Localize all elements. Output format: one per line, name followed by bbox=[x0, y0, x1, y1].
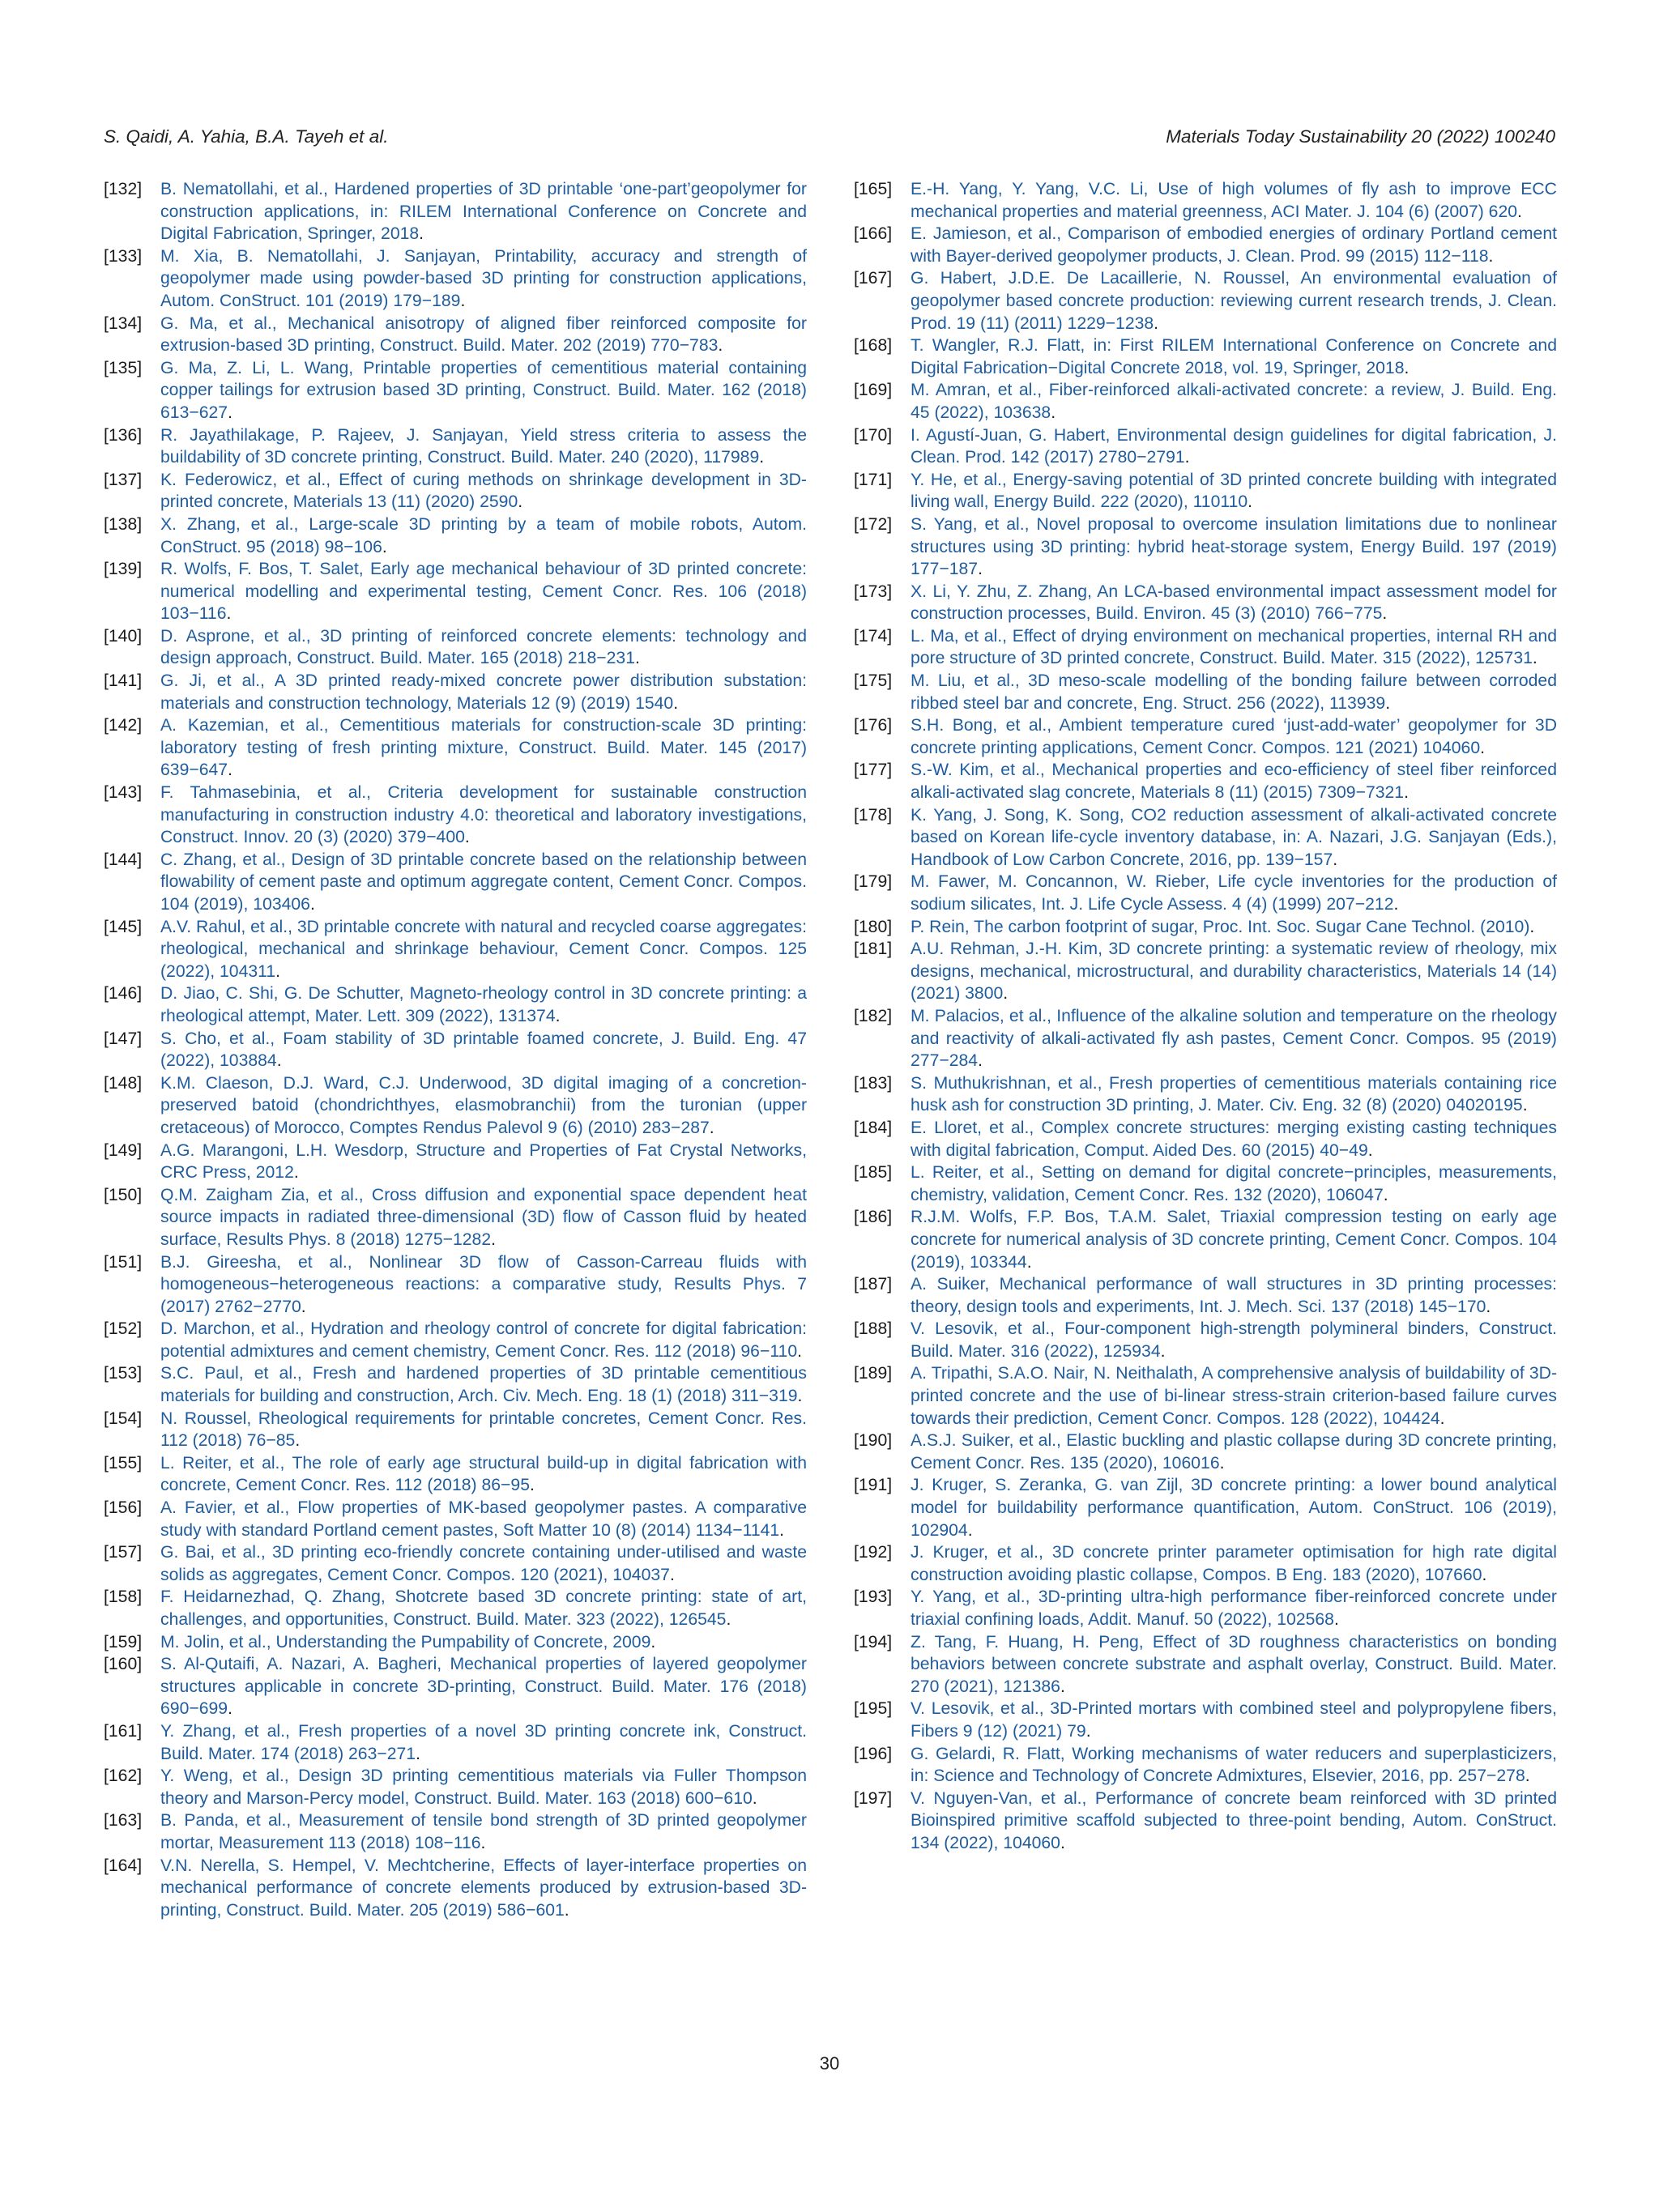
reference-item bbox=[104, 714, 807, 782]
reference-item bbox=[854, 804, 1557, 872]
reference-item bbox=[854, 1318, 1557, 1362]
reference-item bbox=[104, 1631, 807, 1654]
reference-item bbox=[104, 178, 807, 245]
reference-period: . bbox=[1367, 1140, 1373, 1160]
reference-period: . bbox=[530, 1476, 535, 1495]
reference-item bbox=[104, 1855, 807, 1922]
reference-period: . bbox=[1026, 1252, 1032, 1272]
reference-item bbox=[104, 1586, 807, 1630]
reference-link[interactable]: A.G. Marangoni, L.H. Wesdorp, Structure and Properties of Fat Crystal Networks, CRC Press, 2012 bbox=[160, 1140, 807, 1183]
reference-link[interactable]: E.-H. Yang, Y. Yang, V.C. Li, Use of high volumes of fly ash to improve ECC mechanical properties and material greenness, ACI Mater. J. 104 (6) (2007) 620 bbox=[911, 180, 1557, 221]
reference-link[interactable]: R. Wolfs, F. Bos, T. Salet, Early age mechanical behaviour of 3D printed concrete: numerical modelling and experimental testing, Cement Concr. Res. 106 (2018) 103−116 bbox=[160, 560, 807, 624]
reference-link[interactable]: K. Federowicz, et al., Effect of curing methods on shrinkage development in 3D-printed concrete, Materials 13 (11) (2020) 2590 bbox=[160, 470, 807, 512]
reference-period: . bbox=[1486, 1297, 1491, 1316]
reference-number: [177] bbox=[854, 761, 893, 780]
reference-item bbox=[104, 625, 807, 670]
reference-item bbox=[854, 1631, 1557, 1698]
reference-item bbox=[854, 335, 1557, 379]
reference-link[interactable]: A. Kazemian, et al., Cementitious materials for construction-scale 3D printing: laboratory testing of fresh printing mixture, Construct. Build. Mater. 145 (2017) 639−647 bbox=[160, 716, 807, 780]
reference-number: [171] bbox=[854, 470, 893, 489]
reference-item bbox=[104, 357, 807, 424]
reference-item bbox=[854, 1273, 1557, 1318]
reference-period: . bbox=[1439, 1409, 1445, 1428]
reference-link[interactable]: V. Lesovik, et al., 3D-Printed mortars with combined steel and polypropylene fibers, Fibers 9 (12) (2021) 79 bbox=[911, 1699, 1557, 1741]
reference-period: . bbox=[1393, 895, 1399, 914]
reference-number: [191] bbox=[854, 1476, 893, 1495]
reference-number: [146] bbox=[104, 984, 143, 1004]
reference-item bbox=[854, 714, 1557, 759]
reference-number: [170] bbox=[854, 425, 893, 445]
running-header bbox=[104, 126, 1555, 159]
reference-number: [173] bbox=[854, 582, 893, 601]
reference-number: [183] bbox=[854, 1073, 893, 1093]
reference-number: [182] bbox=[854, 1006, 893, 1025]
reference-link[interactable]: I. Agustí-Juan, G. Habert, Environmental design guidelines for digital fabrication, J. Clean. Prod. 142 (2017) 2780−2791 bbox=[911, 425, 1557, 467]
reference-period: . bbox=[1333, 850, 1338, 869]
reference-link[interactable]: R.J.M. Wolfs, F.P. Bos, T.A.M. Salet, Triaxial compression testing on early age concrete for numerical analysis of 3D concrete printing, Cement Concr. Compos. 104 (2019), 103344 bbox=[911, 1208, 1557, 1272]
reference-link[interactable]: S. Yang, et al., Novel proposal to overcome insulation limitations due to nonlinear structures using 3D printing: hybrid heat-storage system, Energy Build. 197 (2019) 177−187 bbox=[911, 514, 1557, 579]
reference-item bbox=[854, 223, 1557, 267]
reference-period: . bbox=[650, 1632, 656, 1652]
reference-item bbox=[104, 1497, 807, 1541]
reference-link[interactable]: Y. He, et al., Energy-saving potential of 3D printed concrete building with integrated living wall, Energy Build. 222 (2020), 110110 bbox=[911, 470, 1557, 512]
reference-period: . bbox=[1219, 1453, 1225, 1473]
reference-number: [155] bbox=[104, 1453, 143, 1473]
reference-period: . bbox=[419, 224, 424, 244]
reference-link[interactable]: B.J. Gireesha, et al., Nonlinear 3D flow of Casson-Carreau fluids with homogeneous−heterogeneous reactions: a comparative study, Results Phys. 7 (2017) 2762−2770 bbox=[160, 1252, 807, 1316]
reference-item bbox=[104, 424, 807, 469]
reference-number: [137] bbox=[104, 470, 143, 489]
reference-item bbox=[854, 1474, 1557, 1541]
reference-period: . bbox=[978, 560, 983, 579]
reference-period: . bbox=[382, 537, 387, 556]
reference-link[interactable]: L. Ma, et al., Effect of drying environment on mechanical properties, internal RH and pore structure of 3D printed concrete, Construct. Build. Mater. 315 (2022), 125731 bbox=[911, 626, 1557, 668]
reference-item bbox=[854, 625, 1557, 670]
reference-item bbox=[104, 849, 807, 916]
reference-number: [161] bbox=[104, 1721, 143, 1741]
reference-period: . bbox=[1488, 246, 1494, 266]
reference-period: . bbox=[480, 1833, 486, 1852]
reference-number: [188] bbox=[854, 1319, 893, 1339]
reference-item bbox=[854, 581, 1557, 625]
reference-link[interactable]: E. Jamieson, et al., Comparison of embodied energies of ordinary Portland cement with Bayer-derived geopolymer products, J. Clean. Prod. 99 (2015) 112−118 bbox=[911, 224, 1557, 266]
reference-number: [163] bbox=[104, 1811, 143, 1831]
reference-item bbox=[104, 1028, 807, 1072]
reference-item bbox=[104, 1251, 807, 1319]
reference-item bbox=[104, 1408, 807, 1452]
reference-link[interactable]: A.V. Rahul, et al., 3D printable concrete with natural and recycled coarse aggregates: rheological, mechanical and shrinkage behaviour, Cement Concr. Compos. 125 (2022), 104311 bbox=[160, 917, 807, 981]
reference-link[interactable]: A. Tripathi, S.A.O. Nair, N. Neithalath, A comprehensive analysis of buildability of 3D-printed concrete and the use of bi-linear stress-strain criterion-based failure curves towards their prediction, Cement Concr. Compos. 128 (2022), 104424 bbox=[911, 1364, 1557, 1428]
reference-number: [189] bbox=[854, 1364, 893, 1383]
reference-number: [186] bbox=[854, 1208, 893, 1227]
reference-item bbox=[854, 178, 1557, 223]
reference-period: . bbox=[1333, 1610, 1339, 1629]
reference-link[interactable]: B. Panda, et al., Measurement of tensile bond strength of 3D printed geopolymer mortar, Measurement 113 (2018) 108−116 bbox=[160, 1811, 807, 1852]
reference-link[interactable]: V. Nguyen-Van, et al., Performance of concrete beam reinforced with 3D printed Bioinspired primitive scaffold subjected to three-point bending, Autom. ConStruct. 134 (2022), 104060 bbox=[911, 1788, 1557, 1852]
reference-number: [181] bbox=[854, 940, 893, 959]
reference-period: . bbox=[1382, 604, 1388, 624]
reference-number: [147] bbox=[104, 1029, 143, 1048]
reference-number: [140] bbox=[104, 626, 143, 646]
reference-link[interactable]: F. Heidarnezhad, Q. Zhang, Shotcrete based 3D concrete printing: state of art, challenges, and opportunities, Construct. Build. Mater. 323 (2022), 126545 bbox=[160, 1588, 807, 1629]
reference-link[interactable]: S. Al-Qutaifi, A. Nazari, A. Bagheri, Mechanical properties of layered geopolymer structures applicable in concrete 3D-printing, Construct. Build. Mater. 176 (2018) 690−699 bbox=[160, 1655, 807, 1719]
reference-link[interactable]: M. Xia, B. Nematollahi, J. Sanjayan, Printability, accuracy and strength of geopolymer made using powder-based 3D printing for construction applications, Autom. ConStruct. 101 (2019) 179−189 bbox=[160, 246, 807, 310]
reference-period: . bbox=[518, 492, 523, 512]
reference-number: [139] bbox=[104, 560, 143, 579]
reference-link[interactable]: D. Asprone, et al., 3D printing of reinforced concrete elements: technology and design approach, Construct. Build. Mater. 165 (2018) 218−231 bbox=[160, 626, 807, 668]
reference-number: [168] bbox=[854, 336, 893, 356]
reference-link[interactable]: Y. Yang, et al., 3D-printing ultra-high performance fiber-reinforced concrete under triaxial confining loads, Addit. Manuf. 50 (2022), 102568 bbox=[911, 1588, 1557, 1629]
reference-link[interactable]: X. Zhang, et al., Large-scale 3D printing by a team of mobile robots, Autom. ConStruct. 95 (2018) 98−106 bbox=[160, 514, 807, 556]
reference-period: . bbox=[1184, 448, 1190, 467]
reference-period: . bbox=[752, 1788, 757, 1808]
reference-item bbox=[104, 916, 807, 983]
reference-link[interactable]: P. Rein, The carbon footprint of sugar, Proc. Int. Soc. Sugar Cane Technol. (2010) bbox=[911, 917, 1530, 936]
reference-link[interactable]: G. Gelardi, R. Flatt, Working mechanisms of water reducers and superplasticizers, in: Science and Technology of Concrete Admixtures, Elsevier, 2016, pp. 257−278 bbox=[911, 1744, 1557, 1786]
reference-number: [174] bbox=[854, 626, 893, 646]
reference-period: . bbox=[718, 336, 723, 356]
reference-number: [184] bbox=[854, 1118, 893, 1137]
reference-period: . bbox=[1383, 1185, 1388, 1204]
reference-link[interactable]: S. Muthukrishnan, et al., Fresh properties of cementitious materials containing rice husk ash for construction 3D printing, J. Mater. Civ. Eng. 32 (8) (2020) 04020195 bbox=[911, 1073, 1557, 1115]
reference-number: [196] bbox=[854, 1744, 893, 1763]
reference-period: . bbox=[1154, 313, 1159, 333]
reference-item bbox=[854, 1005, 1557, 1072]
reference-item bbox=[854, 469, 1557, 514]
reference-period: . bbox=[416, 1744, 420, 1763]
reference-number: [158] bbox=[104, 1588, 143, 1607]
reference-link[interactable]: M. Jolin, et al., Understanding the Pumpability of Concrete, 2009 bbox=[160, 1632, 651, 1652]
reference-number: [167] bbox=[854, 269, 893, 288]
reference-item bbox=[854, 670, 1557, 714]
reference-number: [141] bbox=[104, 671, 143, 691]
reference-number: [142] bbox=[104, 716, 143, 735]
reference-period: . bbox=[726, 1610, 731, 1629]
reference-number: [144] bbox=[104, 850, 143, 869]
reference-number: [179] bbox=[854, 872, 893, 892]
reference-period: . bbox=[669, 1565, 675, 1584]
reference-link[interactable]: V. Lesovik, et al., Four-component high-strength polymineral binders, Construct. Build. Mater. 316 (2022), 125934 bbox=[911, 1319, 1557, 1361]
reference-period: . bbox=[1085, 1721, 1091, 1741]
reference-item bbox=[854, 267, 1557, 335]
reference-item bbox=[104, 1541, 807, 1586]
reference-link[interactable]: J. Kruger, et al., 3D concrete printer parameter optimisation for high rate digital construction avoiding plastic collapse, Compos. B Eng. 183 (2020), 107660 bbox=[911, 1543, 1557, 1584]
reference-number: [154] bbox=[104, 1409, 143, 1428]
reference-period: . bbox=[1003, 984, 1009, 1004]
reference-link[interactable]: B. Nematollahi, et al., Hardened properties of 3D printable ‘one-part’geopolymer for construction applications, in: RILEM International Conference on Concrete and Digital Fabrication, Springer, 2018 bbox=[160, 180, 807, 244]
reference-period: . bbox=[309, 895, 315, 914]
reference-link[interactable]: G. Bai, et al., 3D printing eco-friendly concrete containing under-utilised and waste solids as aggregates, Cement Concr. Compos. 120 (2021), 104037 bbox=[160, 1543, 807, 1584]
reference-item bbox=[104, 1720, 807, 1765]
reference-item bbox=[854, 1788, 1557, 1855]
reference-list-left-column bbox=[104, 178, 807, 1921]
reference-item bbox=[104, 1765, 807, 1809]
reference-period: . bbox=[1385, 693, 1391, 713]
reference-period: . bbox=[1160, 1341, 1166, 1361]
reference-number: [185] bbox=[854, 1163, 893, 1183]
reference-link[interactable]: S.C. Paul, et al., Fresh and hardened properties of 3D printable cementitious materials for building and construction, Arch. Civ. Mech. Eng. 18 (1) (2018) 311−319 bbox=[160, 1364, 807, 1406]
reference-period: . bbox=[1060, 1677, 1065, 1696]
reference-link[interactable]: A. Favier, et al., Flow properties of MK-based geopolymer pastes. A comparative study with standard Portland cement pastes, Soft Matter 10 (8) (2014) 1134−1141 bbox=[160, 1498, 807, 1540]
reference-number: [156] bbox=[104, 1498, 143, 1518]
reference-link[interactable]: E. Lloret, et al., Complex concrete structures: merging existing casting techniques with digital fabrication, Comput. Aided Des. 60 (2015) 40−49 bbox=[911, 1118, 1557, 1160]
reference-item bbox=[854, 1206, 1557, 1273]
reference-period: . bbox=[634, 649, 640, 668]
reference-period: . bbox=[491, 1230, 496, 1249]
reference-link[interactable]: Q.M. Zaigham Zia, et al., Cross diffusion and exponential space dependent heat source impacts in radiated three-dimensional (3D) flow of Casson fluid by heated surface, Results Phys. 8 (2018) 1275−1282 bbox=[160, 1185, 807, 1249]
reference-number: [150] bbox=[104, 1185, 143, 1204]
reference-item bbox=[854, 1541, 1557, 1586]
reference-number: [151] bbox=[104, 1252, 143, 1272]
reference-link[interactable]: A. Suiker, Mechanical performance of wall structures in 3D printing processes: theory, design tools and experiments, Int. J. Mech. Sci. 137 (2018) 145−170 bbox=[911, 1275, 1557, 1316]
reference-number: [187] bbox=[854, 1275, 893, 1294]
reference-link[interactable]: D. Marchon, et al., Hydration and rheology control of concrete for digital fabrication: potential admixtures and cement chemistry, Cement Concr. Res. 112 (2018) 96−110 bbox=[160, 1319, 807, 1361]
reference-number: [165] bbox=[854, 180, 893, 198]
reference-period: . bbox=[1247, 492, 1253, 512]
reference-number: [162] bbox=[104, 1767, 143, 1786]
reference-link[interactable]: K. Yang, J. Song, K. Song, CO2 reduction assessment of alkali-activated concrete based on Korean life-cycle inventory database, in: A. Nazari, J.G. Sanjayan (Eds.), Handbook of Low Carbon Concrete, 2016, pp. 139−157 bbox=[911, 805, 1557, 869]
reference-number: [197] bbox=[854, 1788, 893, 1808]
reference-item bbox=[854, 1362, 1557, 1430]
reference-item bbox=[854, 938, 1557, 1005]
reference-item bbox=[854, 1072, 1557, 1117]
reference-item bbox=[854, 1161, 1557, 1206]
reference-period: . bbox=[228, 1699, 232, 1719]
reference-number: [157] bbox=[104, 1543, 143, 1562]
reference-link[interactable]: A.U. Rehman, J.-H. Kim, 3D concrete printing: a systematic review of rheology, mix designs, mechanical, microstructural, and durability characteristics, Materials 14 (14) (2021) 3800 bbox=[911, 940, 1557, 1004]
reference-period: . bbox=[709, 1118, 714, 1137]
reference-number: [172] bbox=[854, 514, 893, 534]
reference-link[interactable]: X. Li, Y. Zhu, Z. Zhang, An LCA-based environmental impact assessment model for construction processes, Build. Environ. 45 (3) (2010) 766−775 bbox=[911, 582, 1557, 624]
reference-number: [135] bbox=[104, 358, 143, 377]
reference-link[interactable]: L. Reiter, et al., The role of early age structural build-up in digital fabrication with concrete, Cement Concr. Res. 112 (2018) 86−95 bbox=[160, 1453, 807, 1495]
reference-item bbox=[854, 1586, 1557, 1630]
reference-item bbox=[104, 245, 807, 313]
reference-link[interactable]: G. Ma, Z. Li, L. Wang, Printable properties of cementitious material containing copper tailings for extrusion based 3D printing, Construct. Build. Mater. 162 (2018) 613−627 bbox=[160, 358, 807, 422]
reference-item bbox=[854, 1743, 1557, 1788]
header-authors: S. Qaidi, A. Yahia, B.A. Tayeh et al. bbox=[104, 126, 389, 147]
reference-item bbox=[854, 424, 1557, 469]
reference-link[interactable]: Y. Zhang, et al., Fresh properties of a novel 3D printing concrete ink, Construct. Build. Mater. 174 (2018) 263−271 bbox=[160, 1721, 807, 1763]
reference-item bbox=[104, 313, 807, 357]
reference-item bbox=[104, 1184, 807, 1251]
reference-link[interactable]: G. Ma, et al., Mechanical anisotropy of aligned fiber reinforced composite for extrusion-based 3D printing, Construct. Build. Mater. 202 (2019) 770−783 bbox=[160, 313, 807, 356]
reference-period: . bbox=[1480, 738, 1486, 757]
reference-link[interactable]: G. Ji, et al., A 3D printed ready-mixed concrete power distribution substation: materials and construction technology, Materials 12 (9) (2019) 1540 bbox=[160, 671, 807, 713]
reference-item bbox=[104, 1452, 807, 1497]
reference-link[interactable]: S.H. Bong, et al., Ambient temperature cured ‘just-add-water’ geopolymer for 3D concrete printing applications, Cement Concr. Compos. 121 (2021) 104060 bbox=[911, 716, 1557, 757]
reference-period: . bbox=[464, 828, 470, 847]
reference-link[interactable]: S. Cho, et al., Foam stability of 3D printable foamed concrete, J. Build. Eng. 47 (2022), 103884 bbox=[160, 1029, 807, 1071]
reference-item bbox=[104, 558, 807, 625]
reference-period: . bbox=[460, 291, 466, 310]
reference-number: [138] bbox=[104, 514, 143, 534]
reference-number: [143] bbox=[104, 783, 143, 803]
reference-period: . bbox=[293, 1163, 299, 1183]
reference-number: [136] bbox=[104, 425, 143, 445]
reference-number: [152] bbox=[104, 1319, 143, 1339]
reference-number: [159] bbox=[104, 1632, 143, 1652]
reference-number: [132] bbox=[104, 180, 143, 198]
reference-number: [134] bbox=[104, 313, 143, 333]
reference-number: [178] bbox=[854, 805, 893, 825]
reference-number: [195] bbox=[854, 1699, 893, 1719]
reference-period: . bbox=[228, 761, 232, 780]
reference-item bbox=[854, 1698, 1557, 1742]
page-number: 30 bbox=[819, 2053, 840, 2073]
reference-link[interactable]: M. Fawer, M. Concannon, W. Rieber, Life cycle inventories for the production of sodium silicates, Int. J. Life Cycle Assess. 4 (4) (1999) 207−212 bbox=[911, 872, 1557, 914]
reference-item bbox=[104, 1809, 807, 1854]
reference-period: . bbox=[228, 403, 232, 422]
reference-link[interactable]: A.S.J. Suiker, et al., Elastic buckling and plastic collapse during 3D concrete printing, Cement Concr. Res. 135 (2020), 106016 bbox=[911, 1431, 1557, 1473]
reference-number: [148] bbox=[104, 1073, 143, 1093]
reference-number: [149] bbox=[104, 1140, 143, 1160]
reference-period: . bbox=[295, 1431, 301, 1451]
reference-item bbox=[854, 871, 1557, 915]
reference-period: . bbox=[1522, 1096, 1528, 1115]
reference-number: [133] bbox=[104, 246, 143, 266]
reference-number: [145] bbox=[104, 917, 143, 936]
reference-item bbox=[854, 379, 1557, 424]
reference-link[interactable]: K.M. Claeson, D.J. Ward, C.J. Underwood, 3D digital imaging of a concretion-preserved batoid (chondrichthyes, elasmobranchii) from the turonian (upper cretaceous) of Morocco, Comptes Rendus Palevol 9 (6) (2010) 283−287 bbox=[160, 1073, 807, 1137]
reference-number: [193] bbox=[854, 1588, 893, 1607]
reference-link[interactable]: N. Roussel, Rheological requirements for printable concretes, Cement Concr. Res. 112 (2018) 76−85 bbox=[160, 1409, 807, 1451]
reference-item bbox=[104, 1318, 807, 1362]
reference-period: . bbox=[1051, 403, 1056, 422]
reference-link[interactable]: M. Liu, et al., 3D meso-scale modelling of the bonding failure between corroded ribbed steel bar and concrete, Eng. Struct. 256 (2022), 113939 bbox=[911, 671, 1557, 713]
reference-item bbox=[854, 514, 1557, 581]
reference-item bbox=[104, 670, 807, 714]
reference-number: [176] bbox=[854, 716, 893, 735]
reference-link[interactable]: Z. Tang, F. Huang, H. Peng, Effect of 3D roughness characteristics on bonding behaviors between concrete substrate and asphalt overlay, Construct. Build. Mater. 270 (2021), 121386 bbox=[911, 1632, 1557, 1696]
reference-number: [192] bbox=[854, 1543, 893, 1562]
reference-number: [169] bbox=[854, 381, 893, 400]
reference-link[interactable]: D. Jiao, C. Shi, G. De Schutter, Magneto-rheology control in 3D concrete printing: a rheological attempt, Mater. Lett. 309 (2022), 131374 bbox=[160, 984, 807, 1025]
reference-period: . bbox=[1060, 1833, 1065, 1852]
reference-period: . bbox=[1529, 917, 1535, 936]
reference-link[interactable]: L. Reiter, et al., Setting on demand for digital concrete−principles, measurements, chemistry, validation, Cement Concr. Res. 132 (2020), 106047 bbox=[911, 1163, 1557, 1204]
reference-number: [166] bbox=[854, 224, 893, 244]
reference-item bbox=[854, 759, 1557, 803]
reference-number: [164] bbox=[104, 1856, 143, 1875]
reference-item bbox=[104, 1072, 807, 1140]
reference-item bbox=[104, 1653, 807, 1720]
header-journal: Materials Today Sustainability 20 (2022) 100240 bbox=[1166, 126, 1555, 147]
reference-item bbox=[854, 1117, 1557, 1161]
reference-period: . bbox=[1482, 1565, 1487, 1584]
reference-link[interactable]: J. Kruger, S. Zeranka, G. van Zijl, 3D concrete printing: a lower bound analytical model for buildability performance quantification, Autom. ConStruct. 106 (2019), 102904 bbox=[911, 1476, 1557, 1540]
reference-link[interactable]: S.-W. Kim, et al., Mechanical properties and eco-efficiency of steel fiber reinforced alkali-activated slag concrete, Materials 8 (11) (2015) 7309−7321 bbox=[911, 761, 1557, 803]
reference-period: . bbox=[1404, 783, 1409, 803]
reference-number: [190] bbox=[854, 1431, 893, 1451]
reference-item bbox=[104, 982, 807, 1027]
reference-number: [175] bbox=[854, 671, 893, 691]
reference-period: . bbox=[1532, 649, 1537, 668]
reference-link[interactable]: G. Habert, J.D.E. De Lacaillerie, N. Roussel, An environmental evaluation of geopolymer based concrete production: reviewing current research trends, J. Clean. Prod. 19 (11) (2011) 1229−1238 bbox=[911, 269, 1557, 333]
reference-period: . bbox=[564, 1900, 569, 1920]
reference-period: . bbox=[673, 693, 679, 713]
reference-period: . bbox=[978, 1051, 983, 1071]
reference-list-right-column bbox=[854, 178, 1557, 1855]
reference-period: . bbox=[1525, 1767, 1530, 1786]
reference-period: . bbox=[779, 1520, 785, 1540]
reference-link[interactable]: R. Jayathilakage, P. Rajeev, J. Sanjayan, Yield stress criteria to assess the buildability of 3D concrete printing, Construct. Build. Mater. 240 (2020), 117989 bbox=[160, 425, 807, 467]
reference-link[interactable]: C. Zhang, et al., Design of 3D printable concrete based on the relationship between flowability of cement paste and optimum aggregate content, Cement Concr. Compos. 104 (2019), 103406 bbox=[160, 850, 807, 914]
reference-item bbox=[854, 1430, 1557, 1474]
reference-number: [180] bbox=[854, 917, 893, 936]
reference-period: . bbox=[275, 961, 281, 981]
reference-link[interactable]: M. Palacios, et al., Influence of the alkaline solution and temperature on the rheology and reactivity of alkali-activated fly ash pastes, Cement Concr. Compos. 95 (2019) 277−284 bbox=[911, 1006, 1557, 1071]
reference-item bbox=[104, 782, 807, 849]
reference-period: . bbox=[797, 1341, 802, 1361]
reference-period: . bbox=[759, 448, 765, 467]
reference-period: . bbox=[1404, 358, 1410, 377]
reference-period: . bbox=[301, 1297, 306, 1316]
reference-item bbox=[104, 469, 807, 514]
reference-number: [160] bbox=[104, 1655, 143, 1674]
reference-link[interactable]: M. Amran, et al., Fiber-reinforced alkali-activated concrete: a review, J. Build. Eng. 45 (2022), 103638 bbox=[911, 381, 1557, 422]
reference-period: . bbox=[967, 1520, 973, 1540]
reference-period: . bbox=[797, 1387, 803, 1406]
reference-item bbox=[854, 916, 1557, 939]
reference-link[interactable]: T. Wangler, R.J. Flatt, in: First RILEM International Conference on Concrete and Digital Fabrication−Digital Concrete 2018, vol. 19, Springer, 2018 bbox=[911, 336, 1557, 377]
reference-number: [194] bbox=[854, 1632, 893, 1652]
reference-item bbox=[104, 1362, 807, 1407]
reference-item bbox=[104, 514, 807, 558]
reference-number: [153] bbox=[104, 1364, 143, 1383]
reference-period: . bbox=[226, 604, 232, 624]
reference-link[interactable]: V.N. Nerella, S. Hempel, V. Mechtcherine, Effects of layer-interface properties on mechanical performance of concrete elements produced by extrusion-based 3D-printing, Construct. Build. Mater. 205 (2019) 586−601 bbox=[160, 1856, 807, 1920]
reference-link[interactable]: Y. Weng, et al., Design 3D printing cementitious materials via Fuller Thompson theory and Marson-Percy model, Construct. Build. Mater. 163 (2018) 600−610 bbox=[160, 1767, 807, 1808]
reference-period: . bbox=[555, 1006, 561, 1025]
reference-period: . bbox=[276, 1051, 282, 1071]
reference-link[interactable]: F. Tahmasebinia, et al., Criteria development for sustainable construction manufacturing in construction industry 4.0: theoretical and laboratory investigations, Construct. Innov. 20 (3) (2020) 379−400 bbox=[160, 783, 807, 847]
reference-period: . bbox=[1517, 202, 1522, 221]
reference-item bbox=[104, 1140, 807, 1184]
